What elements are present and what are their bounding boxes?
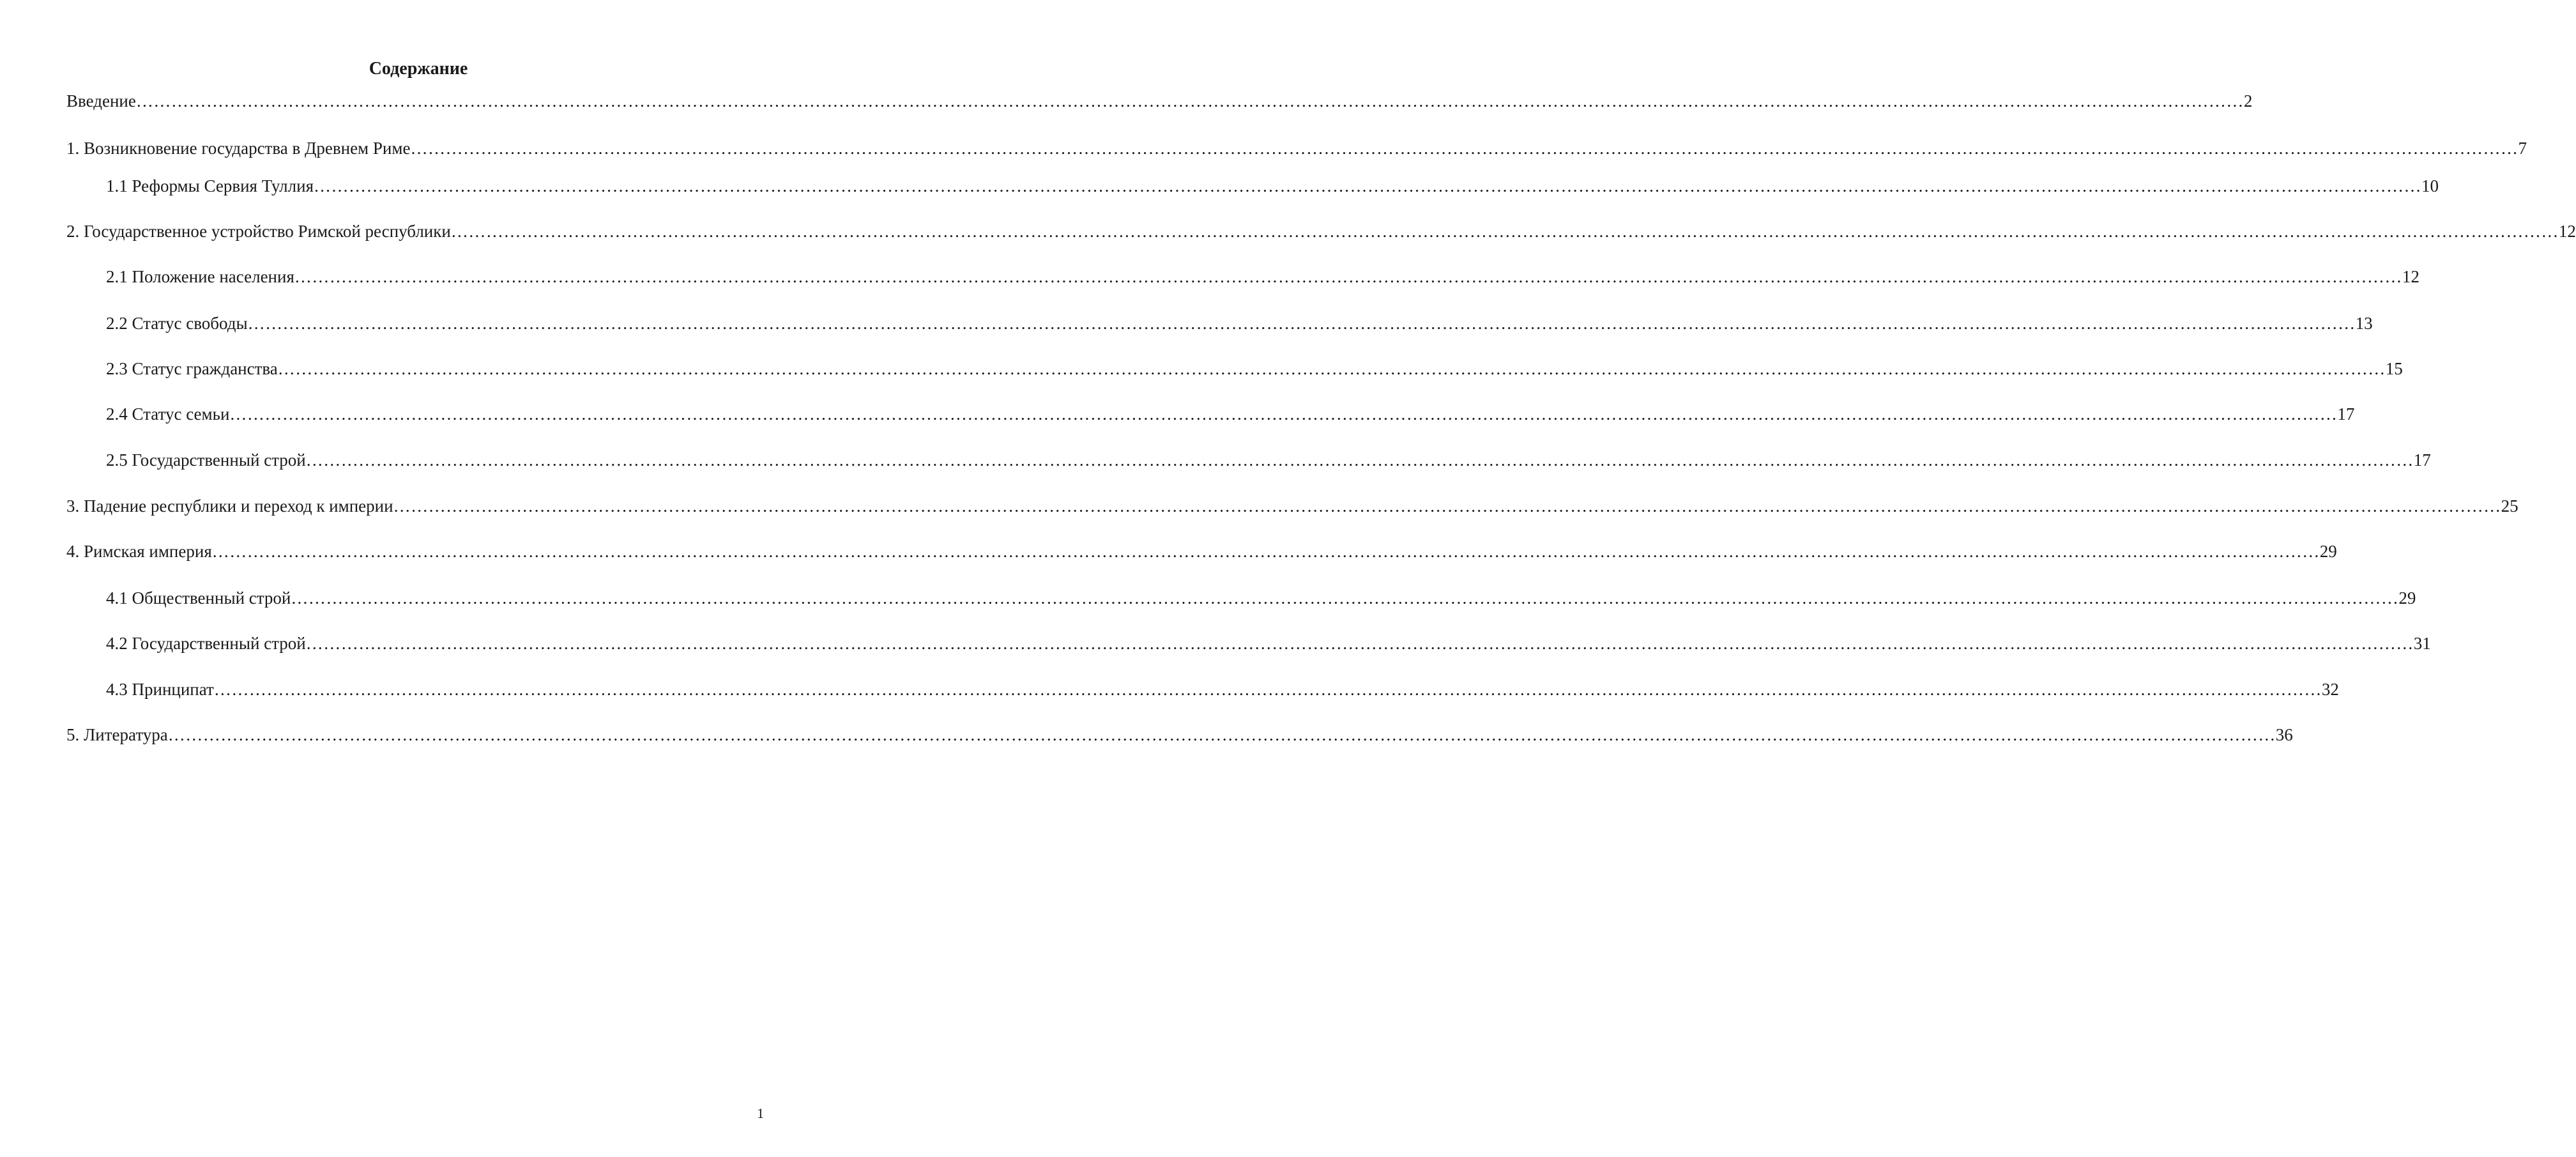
toc-leader-dots: ……………………………………………………………………………………………………………………………………………………………………………………………………………………………………………………………………………………………………………………………… (135, 91, 2244, 111)
toc-entry-page: 2 (2243, 91, 2253, 111)
toc-leader-dots: ……………………………………………………………………………………………………………………………………………………………………………………………………………………………………………………………………………………………………………………………… (294, 267, 2402, 286)
toc-entry[interactable] (106, 632, 2431, 655)
toc-leader-dots: ……………………………………………………………………………………………………………………………………………………………………………………………………………………………………………………………………………………………………………………………… (291, 588, 2399, 608)
toc-entry[interactable] (106, 678, 2339, 701)
toc-entry-page: 12 (2402, 267, 2420, 286)
toc-entry[interactable] (66, 220, 2576, 243)
toc-entry[interactable] (106, 174, 2439, 197)
toc-entry[interactable] (66, 89, 2253, 112)
toc-entry-label: Введение (66, 91, 136, 111)
toc-entry-label: 4.1 Общественный строй (106, 588, 291, 608)
toc-entry-page: 15 (2385, 359, 2403, 378)
toc-leader-dots: ……………………………………………………………………………………………………………………………………………………………………………………………………………………………………………………………………………………………………………………………… (393, 496, 2501, 516)
toc-leader-dots: ……………………………………………………………………………………………………………………………………………………………………………………………………………………………………………………………………………………………………………………………… (213, 680, 2322, 699)
toc-leader-dots: ……………………………………………………………………………………………………………………………………………………………………………………………………………………………………………………………………………………………………………………………… (229, 404, 2338, 424)
page-title: Содержание (369, 59, 468, 79)
toc-entry-page: 12 (2558, 222, 2576, 241)
toc-entry-label: 2.3 Статус гражданства (106, 359, 278, 378)
toc-leader-dots: ……………………………………………………………………………………………………………………………………………………………………………………………………………………………………………………………………………………………………………………………… (277, 359, 2386, 378)
toc-entry-label: 4.2 Государственный строй (106, 634, 306, 653)
toc-entry[interactable] (106, 402, 2355, 425)
toc-entry[interactable] (106, 265, 2420, 288)
page-number: 1 (757, 1105, 764, 1121)
toc-entry-label: 2.5 Государственный строй (106, 450, 306, 470)
toc-entry-page: 25 (2501, 496, 2519, 516)
toc-entry-label: 1. Возникновение государства в Древнем Риме (66, 139, 411, 158)
toc-entry[interactable] (66, 137, 2527, 160)
toc-entry-label: 4. Римская империя (66, 542, 212, 561)
toc-entry-page: 10 (2421, 176, 2439, 195)
toc-entry[interactable] (66, 494, 2519, 517)
toc-leader-dots: ……………………………………………………………………………………………………………………………………………………………………………………………………………………………………………………………………………………………………………………………… (314, 176, 2422, 195)
toc-entry-label: 2.4 Статус семьи (106, 404, 230, 424)
toc-leader-dots: ……………………………………………………………………………………………………………………………………………………………………………………………………………………………………………………………………………………………………………………………… (305, 450, 2414, 470)
toc-leader-dots: ……………………………………………………………………………………………………………………………………………………………………………………………………………………………………………………………………………………………………………………………… (410, 139, 2519, 158)
toc-leader-dots: ……………………………………………………………………………………………………………………………………………………………………………………………………………………………………………………………………………………………………………………………… (247, 314, 2356, 333)
toc-entry-page: 32 (2321, 680, 2339, 699)
toc-entry-page: 7 (2518, 139, 2527, 158)
toc-entry[interactable] (106, 586, 2416, 609)
toc-leader-dots: ……………………………………………………………………………………………………………………………………………………………………………………………………………………………………………………………………………………………………………………………… (211, 542, 2320, 561)
toc-entry-page: 17 (2337, 404, 2355, 424)
toc-entry-label: 2.1 Положение населения (106, 267, 294, 286)
toc-entry[interactable] (106, 357, 2403, 380)
toc-entry-page: 13 (2355, 314, 2373, 333)
toc-leader-dots: ……………………………………………………………………………………………………………………………………………………………………………………………………………………………………………………………………………………………………………………………… (167, 725, 2276, 744)
toc-entry[interactable] (66, 723, 2293, 746)
toc-entry-label: 4.3 Принципат (106, 680, 214, 699)
toc-leader-dots: ……………………………………………………………………………………………………………………………………………………………………………………………………………………………………………………………………………………………………………………………… (305, 634, 2414, 653)
toc-entry-label: 2. Государственное устройство Римской республики (66, 222, 451, 241)
toc-entry-page: 36 (2275, 725, 2293, 744)
toc-entry[interactable] (106, 448, 2431, 471)
toc-leader-dots: ……………………………………………………………………………………………………………………………………………………………………………………………………………………………………………………………………………………………………………………………… (450, 222, 2559, 241)
toc-entry-label: 1.1 Реформы Сервия Туллия (106, 176, 314, 195)
toc-entry[interactable] (66, 540, 2337, 563)
toc-entry-page: 29 (2398, 588, 2416, 608)
toc-entry-label: 5. Литература (66, 725, 168, 744)
toc-entry-page: 17 (2413, 450, 2431, 470)
toc-entry-page: 31 (2413, 634, 2431, 653)
toc-entry-label: 2.2 Статус свободы (106, 314, 248, 333)
toc-entry[interactable] (106, 312, 2373, 335)
toc-entry-page: 29 (2319, 542, 2337, 561)
toc-entry-label: 3. Падение республики и переход к империи (66, 496, 393, 516)
